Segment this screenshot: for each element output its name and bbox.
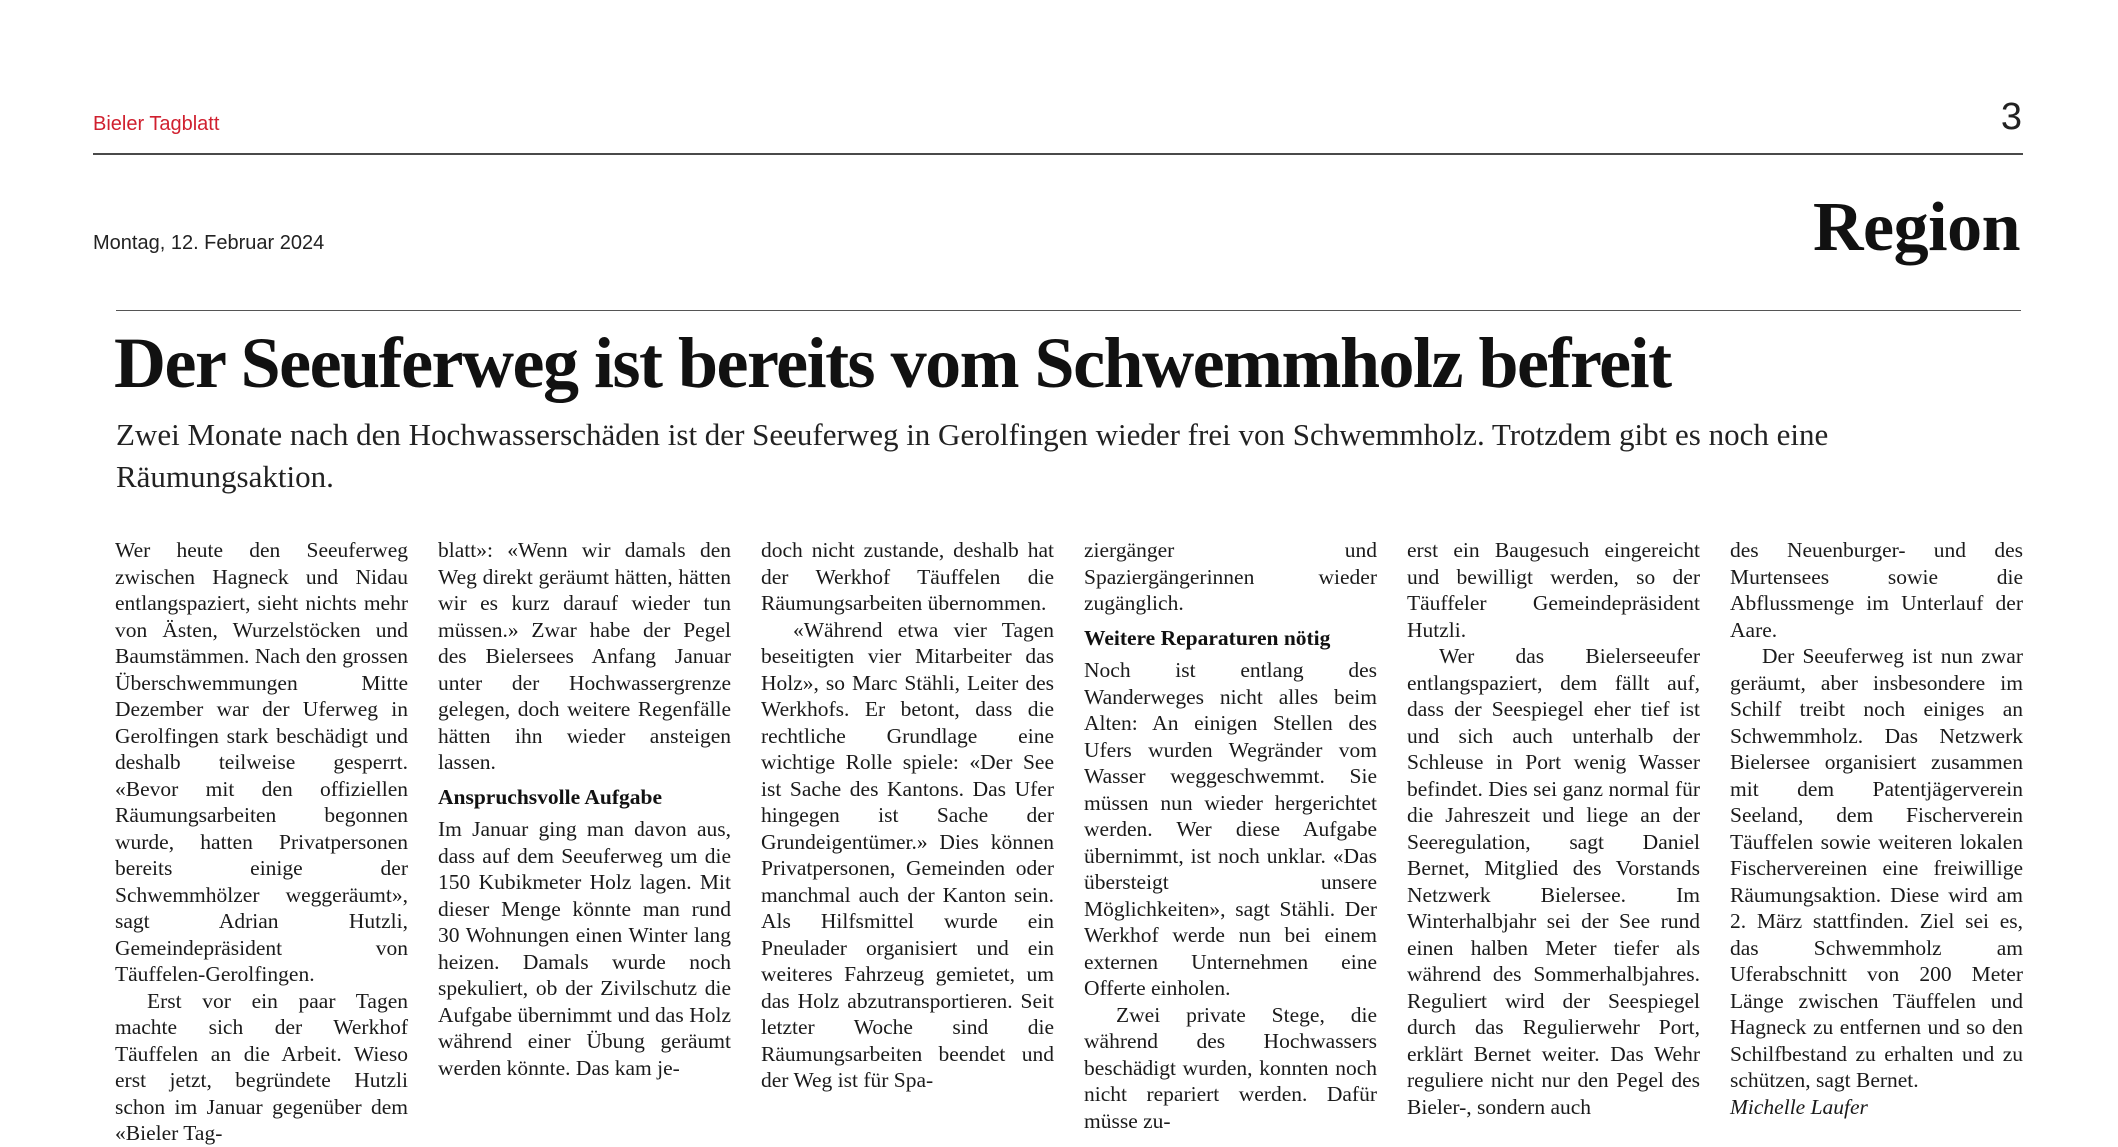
paragraph: Erst vor ein paar Tagen machte sich der Werkhof Täuffelen an die Arbeit. Wieso erst jetzt, begründete Hutzli schon im Januar gegenüber dem «Bieler Tag- — [115, 988, 408, 1145]
article-body — [115, 537, 2023, 1145]
text-column-5 — [1407, 537, 1700, 1119]
paragraph: blatt»: «Wenn wir damals den Weg direkt geräumt hätten, hätten wir es kurz darauf wieder tun müssen.» Zwar habe der Pegel des Bielersees Anfang Januar unter der Hochwassergrenze gelegen, doch weitere Regenfälle hätten ihn wieder ansteigen lassen. — [438, 538, 731, 774]
header-divider — [93, 153, 2023, 155]
page-number: 3 — [2000, 96, 2022, 138]
text-column-4 — [1084, 537, 1377, 1133]
paragraph: ziergänger und Spaziergängerinnen wieder zugänglich. — [1084, 538, 1377, 615]
paragraph: Noch ist entlang des Wanderweges nicht alles beim Alten: An einigen Stellen des Ufers wurden Wegränder vom Wasser weggeschwemmt. Sie müssen nun wieder hergerichtet werden. Wer diese Aufgabe übernimmt, ist noch unklar. «Das übersteigt unsere Möglichkeiten», sagt Stähli. Der Werkhof werde nun bei einem externen Unternehmen eine Offerte einholen. — [1084, 658, 1377, 1000]
author-byline: Michelle Laufer — [1730, 1094, 1868, 1119]
text-column-3 — [761, 537, 1054, 1092]
paragraph: Zwei private Stege, die während des Hochwassers beschädigt wurden, konnten noch nicht repariert werden. Dafür müsse zu- — [1084, 1002, 1377, 1133]
headline-divider — [116, 310, 2021, 311]
subheading: Weitere Reparaturen nötig — [1084, 625, 1331, 650]
paragraph: doch nicht zustande, deshalb hat der Werkhof Täuffelen die Räumungsarbeiten übernommen. — [761, 538, 1054, 615]
paragraph: Im Januar ging man davon aus, dass auf dem Seeuferweg um die 150 Kubikmeter Holz lagen. Mit dieser Menge könnte man rund 30 Wohnungen einen Winter lang heizen. Damals wurde noch spekuliert, ob der Zivilschutz die Aufgabe übernimmt und das Holz während einer Übung geräumt werden könnte. Das kam je- — [438, 817, 731, 1080]
publication-name: Bieler Tagblatt — [93, 113, 220, 135]
section-title: Region — [1813, 189, 2020, 266]
issue-date: Montag, 12. Februar 2024 — [93, 232, 325, 254]
paragraph: erst ein Baugesuch eingereicht und bewilligt werden, so der Täuffeler Gemeindepräsident Hutzli. — [1407, 538, 1700, 642]
text-column-6 — [1730, 537, 2023, 1119]
text-column-2 — [438, 537, 731, 1080]
paragraph: Wer das Bielerseeufer entlangspaziert, dem fällt auf, dass der Seespiegel eher tief ist und sich auch unterhalb der Schleuse in Port wenig Wasser befindet. Dies sei ganz normal für die Jahreszeit und liege an der Seeregulation, sagt Daniel Bernet, Mitglied des Vorstands Netzwerk Bielersee. Im Winterhalbjahr sei der See rund einen halben Meter tiefer als während des Sommerhalbjahres. Reguliert wird der Seespiegel durch das Regulierwehr Port, erklärt Bernet weiter. Das Wehr reguliere nicht nur den Pegel des Bieler-, sondern auch — [1407, 644, 1700, 1119]
paragraph: «Während etwa vier Tagen beseitigten vier Mitarbeiter das Holz», so Marc Stähli, Leiter des Werkhofs. Er betont, dass die rechtliche Grundlage eine wichtige Rolle spiele: «Der See ist Sache des Kantons. Das Ufer hingegen ist Sache der Grundeigentümer.» Dies können Privatpersonen, Gemeinden oder manchmal auch der Kanton sein. Als Hilfsmittel wurde ein Pneulader organisiert und ein weiteres Fahrzeug gemietet, um das Holz abzutransportieren. Seit letzter Woche sind die Räumungsarbeiten beendet und der Weg ist für Spa- — [761, 617, 1054, 1092]
paragraph: Wer heute den Seeuferweg zwischen Hagneck und Nidau entlangspaziert, sieht nichts mehr von Ästen, Wurzelstöcken und Baumstämmen. Nach den grossen Überschwemmungen Mitte Dezember war der Uferweg in Gerolfingen stark beschädigt und deshalb teilweise gesperrt. «Bevor mit den offiziellen Räumungsarbeiten begonnen wurde, hatten Privatpersonen bereits einige der Schwemmhölzer weggeräumt», sagt Adrian Hutzli, Gemeindepräsident von Täuffelen-Gerolfingen. — [115, 538, 408, 986]
article-lead: Zwei Monate nach den Hochwasserschäden ist der Seeuferweg in Gerolfingen wieder frei von Schwemmholz. Trotzdem gibt es noch eine Räumungsaktion. — [116, 417, 1829, 494]
text-column-1 — [115, 537, 408, 1145]
article-headline: Der Seeuferweg ist bereits vom Schwemmholz befreit — [114, 323, 1671, 403]
paragraph: Der Seeuferweg ist nun zwar geräumt, aber insbesondere im Schilf treibt noch einiges an Schwemmholz. Das Netzwerk Bielersee organisiert zusammen mit dem Patentjägerverein Seeland, dem Fischerverein Täuffelen sowie weiteren lokalen Fischervereinen eine freiwillige Räumungsaktion. Diese wird am 2. März stattfinden. Ziel sei es, das Schwemmholz am Uferabschnitt von 200 Meter Länge zwischen Täuffelen und Hagneck zu entfernen und so den Schilfbestand zu erhalten und zu schützen, sagt Bernet. — [1730, 644, 2023, 1092]
subheading: Anspruchsvolle Aufgabe — [438, 784, 662, 809]
paragraph: des Neuenburger- und des Murtensees sowie die Abflussmenge im Unterlauf der Aare. — [1730, 538, 2023, 642]
